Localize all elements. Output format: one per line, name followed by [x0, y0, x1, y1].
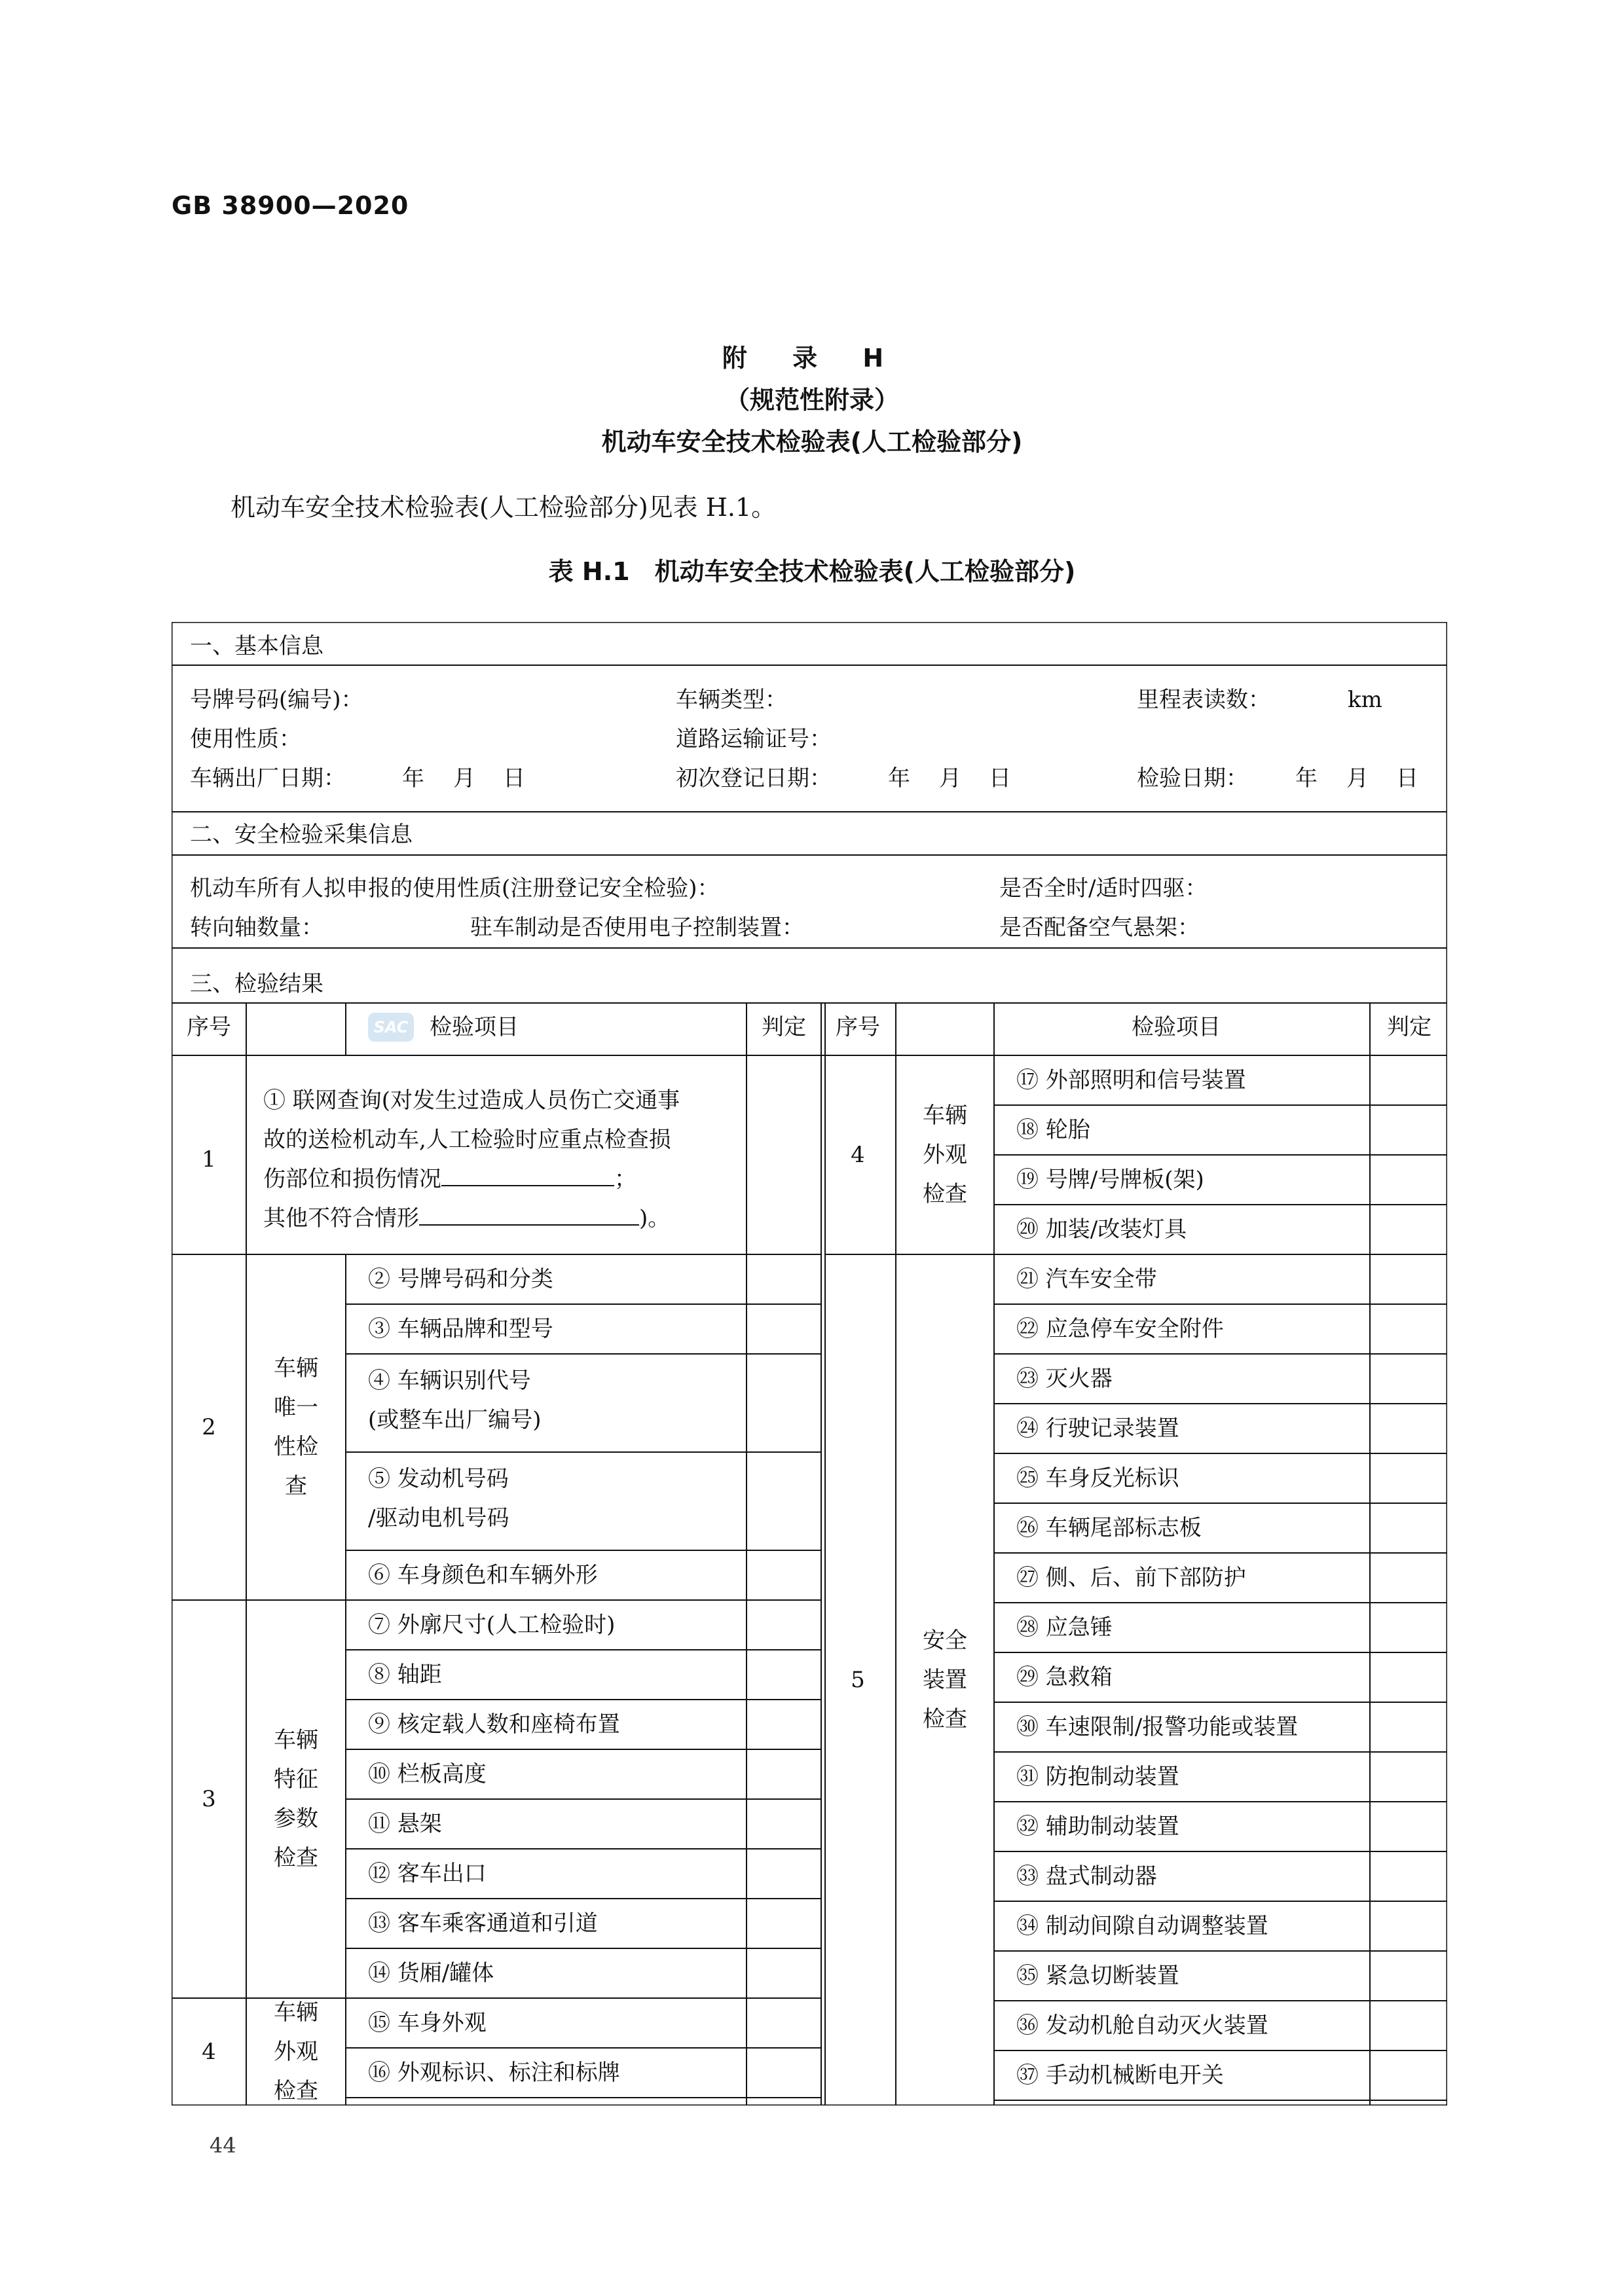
group-2-number: 2	[202, 1414, 216, 1440]
right-item-23: ㉓ 灭火器	[1016, 1366, 1113, 1392]
right-item-33: ㉝ 盘式制动器	[1016, 1863, 1157, 1889]
inspection-table	[172, 622, 1447, 2105]
registration-date-year: 年	[888, 765, 910, 792]
item-1-line4-end: )。	[639, 1205, 671, 1231]
factory-date-year: 年	[402, 765, 424, 792]
item-1-line4	[263, 1205, 670, 1232]
odometer-label: 里程表读数：	[1137, 687, 1270, 713]
annex-title: 机动车安全技术检验表(人工检验部分)	[601, 428, 1023, 456]
inspection-date-month: 月	[1346, 765, 1369, 792]
factory-date-month: 月	[453, 765, 475, 792]
header-no-right: 序号	[836, 1014, 880, 1040]
factory-date-day: 日	[503, 765, 525, 792]
registration-date-day: 日	[989, 765, 1011, 792]
group-4-category: 车辆外观检查	[274, 1999, 318, 2104]
left-item-4-line2: (或整车出厂编号)	[368, 1407, 542, 1433]
sac-watermark-logo: SAC	[368, 1013, 414, 1042]
page-number: 44	[210, 2133, 236, 2158]
damage-blank	[441, 1167, 614, 1186]
right-group-5-category: 安全装置检查	[923, 1628, 967, 1732]
item-1-line1: ① 联网查询(对发生过造成人员伤亡交通事	[263, 1087, 680, 1114]
right-item-22: ㉒ 应急停车安全附件	[1016, 1316, 1224, 1342]
item-1-line2: 故的送检机动车,人工检验时应重点检查损	[263, 1127, 671, 1153]
inspection-date-day: 日	[1396, 765, 1418, 792]
epb-label: 驻车制动是否使用电子控制装置：	[470, 915, 804, 941]
left-item-14: ⑭ 货厢/罐体	[368, 1960, 494, 1986]
left-item-2: ② 号牌号码和分类	[368, 1266, 553, 1292]
right-item-35: ㉟ 紧急切断装置	[1016, 1963, 1179, 1989]
group-1-number: 1	[202, 1146, 216, 1173]
left-item-16: ⑯ 外观标识、标注和标牌	[368, 2060, 620, 2086]
left-item-13: ⑬ 客车乘客通道和引道	[368, 1910, 598, 1937]
vehicle-type-label: 车辆类型：	[676, 687, 787, 713]
awd-label: 是否全时/适时四驱：	[999, 875, 1208, 902]
right-item-26: ㉖ 车辆尾部标志板	[1016, 1515, 1202, 1541]
right-item-34: ㉞ 制动间隙自动调整装置	[1016, 1913, 1268, 1939]
left-item-15: ⑮ 车身外观	[368, 2010, 487, 2036]
right-group-4-category: 车辆外观检查	[923, 1102, 967, 1207]
right-item-17: ⑰ 外部照明和信号装置	[1016, 1067, 1246, 1093]
header-verdict-right: 判定	[1387, 1014, 1431, 1040]
left-item-5-line2: /驱动电机号码	[368, 1505, 509, 1531]
item-1-line3-end: ；	[614, 1166, 637, 1192]
right-item-29: ㉙ 急救箱	[1016, 1664, 1113, 1690]
right-item-36: ㊱ 发动机舱自动灭火装置	[1016, 2013, 1268, 2039]
right-item-18: ⑱ 轮胎	[1016, 1117, 1090, 1143]
group-4-number: 4	[202, 2039, 216, 2065]
right-item-28: ㉘ 应急锤	[1016, 1614, 1113, 1641]
air-suspension-label: 是否配备空气悬架：	[999, 915, 1200, 941]
inspection-date-year: 年	[1295, 765, 1318, 792]
group-3-number: 3	[202, 1786, 216, 1812]
table-caption: 表 H.1 机动车安全技术检验表(人工检验部分)	[548, 557, 1076, 586]
inspection-date-label: 检验日期：	[1137, 765, 1248, 792]
odometer-unit: km	[1348, 687, 1382, 713]
group-2-category: 车辆唯一性检查	[274, 1355, 318, 1499]
registration-date-label: 初次登记日期：	[676, 765, 832, 792]
road-cert-label: 道路运输证号：	[676, 726, 832, 752]
section-safety-info-title: 二、安全检验采集信息	[190, 822, 413, 848]
left-item-7: ⑦ 外廓尺寸(人工检验时)	[368, 1612, 616, 1638]
left-item-9: ⑨ 核定载人数和座椅布置	[368, 1711, 620, 1738]
annex-label: 附 录 H	[722, 344, 902, 373]
other-blank	[419, 1206, 639, 1226]
right-item-30: ㉚ 车速限制/报警功能或装置	[1016, 1714, 1299, 1740]
registration-date-month: 月	[939, 765, 961, 792]
header-no-left: 序号	[187, 1014, 231, 1040]
right-item-31: ㉛ 防抱制动装置	[1016, 1764, 1179, 1790]
left-item-5: ⑤ 发动机号码	[368, 1466, 509, 1492]
right-group-4-number: 4	[851, 1142, 865, 1168]
item-1-line4-text: 其他不符合情形	[263, 1205, 419, 1231]
owner-use-label: 机动车所有人拟申报的使用性质(注册登记安全检验)：	[190, 875, 720, 902]
group-3-category: 车辆特征参数检查	[274, 1727, 318, 1871]
factory-date-label: 车辆出厂日期：	[190, 765, 346, 792]
header-verdict-left: 判定	[762, 1014, 806, 1040]
right-item-37: ㊲ 手动机械断电开关	[1016, 2062, 1224, 2088]
right-item-25: ㉕ 车身反光标识	[1016, 1465, 1179, 1491]
right-group-5-number: 5	[851, 1667, 865, 1693]
right-item-21: ㉑ 汽车安全带	[1016, 1266, 1157, 1292]
plate-number-label: 号牌号码(编号)：	[190, 687, 363, 713]
left-item-8: ⑧ 轴距	[368, 1662, 442, 1688]
left-item-10: ⑩ 栏板高度	[368, 1761, 487, 1787]
standard-number: GB 38900—2020	[172, 191, 409, 220]
right-item-32: ㉜ 辅助制动装置	[1016, 1813, 1179, 1840]
right-item-19: ⑲ 号牌/号牌板(架)	[1016, 1167, 1204, 1193]
header-item-right: 检验项目	[1132, 1014, 1221, 1040]
annex-type: （规范性附录）	[724, 386, 899, 414]
use-nature-label: 使用性质：	[190, 726, 301, 752]
section-basic-info-title: 一、基本信息	[190, 633, 323, 659]
intro-paragraph: 机动车安全技术检验表(人工检验部分)见表 H.1。	[231, 493, 777, 522]
right-item-24: ㉔ 行驶记录装置	[1016, 1415, 1179, 1442]
header-item-left: 检验项目	[430, 1014, 519, 1040]
left-item-4: ④ 车辆识别代号	[368, 1368, 531, 1394]
steer-axles-label: 转向轴数量：	[190, 915, 323, 941]
item-1-line3-text: 伤部位和损伤情况	[263, 1166, 441, 1192]
right-item-20: ⑳ 加装/改装灯具	[1016, 1216, 1187, 1243]
left-item-11: ⑪ 悬架	[368, 1811, 442, 1837]
left-item-3: ③ 车辆品牌和型号	[368, 1316, 553, 1342]
item-1-line3	[263, 1165, 637, 1193]
left-item-12: ⑫ 客车出口	[368, 1861, 487, 1887]
right-item-27: ㉗ 侧、后、前下部防护	[1016, 1565, 1246, 1591]
section-results-title: 三、检验结果	[190, 971, 323, 997]
left-item-6: ⑥ 车身颜色和车辆外形	[368, 1562, 598, 1588]
